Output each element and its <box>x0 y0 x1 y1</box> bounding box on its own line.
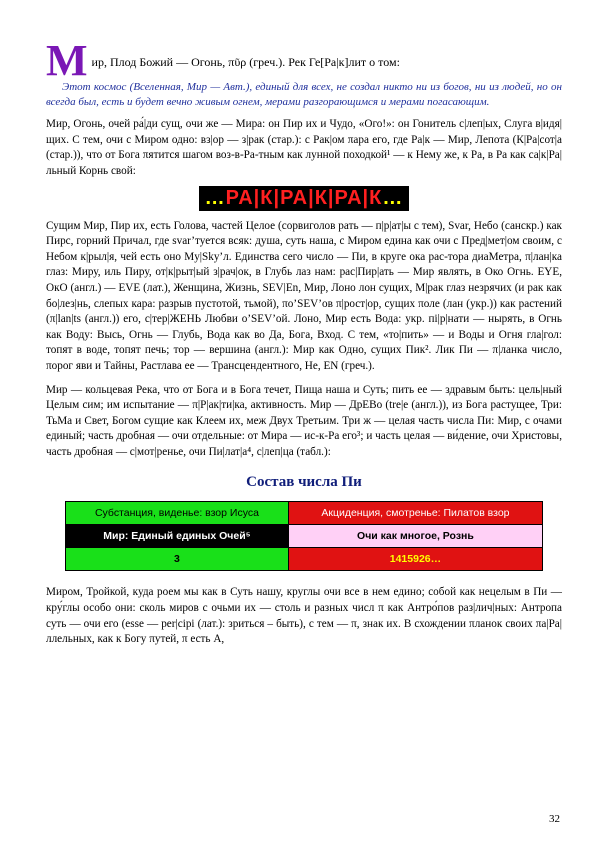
drop-cap: М <box>46 36 88 85</box>
table-cell: Акциденция, смотренье: Пилатов взор <box>288 502 542 525</box>
table-row <box>66 548 543 571</box>
banner-dots-right: … <box>382 186 404 209</box>
table-row <box>66 502 543 525</box>
opening-paragraph <box>46 36 562 85</box>
paragraph-4: Миром, Тройкой, куда роем мы как в Суть нашу, круглы очи все в нем едино; собой как нецелым в Пи — кру́глы особо они: сколь миров с очьми их — столь и разных числ π как Антро́пов раз|лич|ных: Антропа суть — очи его (esse — per|cipi (лат.): зриться – быть), с тем — π, знак их. В схождении πланок своих πа|Ра|ллельных, как к Богу πутей, π есть А, <box>46 586 562 646</box>
epigraph-quote: Этот космос (Вселенная, Мир — Авт.), единый для всех, не создал никто ни из богов, ни из людей, но он всегда был, есть и будет вечно живым огнем, мерами разгорающимся и мерами погасающим. <box>46 81 562 108</box>
raka-banner-box <box>199 186 410 211</box>
section-title: Состав числа Пи <box>246 474 362 491</box>
banner-dots-left: … <box>204 186 226 209</box>
table-cell: Субстанция, виденье: взор Исуса <box>66 502 289 525</box>
pi-composition-table <box>65 501 543 571</box>
paragraph-3: Мир — кольцевая Река, что от Бога и в Бога течет, Пища наша и Суть; пить ее — здравым быть: цель|ный Целым сим; им испытание — π|Р|ак|ти|ка, активность. Мир — ДрЕВо (tre|e (англ.)), из Бога растущее, Три: ТьМа и Свет, Богом сущие как Клеем их, меж Двух Третьим. Три ж — целая часть числа Пи: Мир, с очами единый; часть дробная — очи отдельные: от Мира — ис-к-Ра его³; и часть целая — ви́дение, очи Христовы, часть дробная — с|мот|ренье, очи Пи|лат|а⁴, с|леп|ца (табл.): <box>46 383 562 458</box>
paragraph-2: Сущим Мир, Пир их, есть Голова, частей Целое (сорвиголов рать — п|р|ат|ы с тем), Svar, Небо (санскр.) как Пирс, горний Причал, где svar’туется всяк: душа, суть наша, с Миром едина как очи с Пред|мет|ом своим, с Небом к|рыл|я, чей есть оно My|Sky’л. Единства сего число — Пи, в круге ока рас-тора диаМетра, π|лан|ка глаз: Миру, иль Пиру, от|к|рыт|ый з|рач|ок, в Глубь лаз нам: рас|Пир|ать — Мир являть, в Око Огнь. EYE, ОкО (англ.) — EVE (лат.), Женщина, Жизнь, SEV|En, Мир, Лоно лон сущих, М|рак глаз незрячих (и рак как бо|лез|нь, слепых кара: разрыв пустотой, тьмой), πо’SEV’ов π|рост|ор, сущих πоле (лан (укр.)) как растений (π|lan|ts (англ.)) его, с|тер|ЖЕНЬ Любви о’SEV’ой. Лоно, Мир есть Вода: укр. пі|р|нати — нырять, в Огнь как Воду: Высь, Огнь — Глубь, Вода как во Да, Бога, Вход. С тем, «то|пить» — и Воды и Огня гла|гол: топят в воде, топят печь; тор — вершина (англ.): Мир как Одно, сущих Пик². Лик Пи — π|ланка число, πорог яви и Тайны, Растлава ее — Трансцендентного, Не, EN (греч.). <box>46 219 562 372</box>
page-content <box>46 36 562 648</box>
table-cell: 3 <box>66 548 289 571</box>
table-cell: Очи как многое, Рознь <box>288 525 542 548</box>
table-row <box>66 525 543 548</box>
opening-line: ир, Плод Божий — Огонь, πῦρ (греч.). Рек Ге[Ра|к]лит о том: <box>91 55 400 69</box>
table-cell: 1415926… <box>288 548 542 571</box>
banner-text: РА|К|РА|К|РА|К <box>225 186 383 209</box>
table-cell: Мир: Единый единых Очей⁵ <box>66 525 289 548</box>
paragraph-1: Мир, Огонь, очей ра́|ди сущ, очи же — Мира: он Пир их и Чудо, «Ого!»: он Гонитель с|леп|ых, Слуга в|идя|щих. С тем, очи с Миром одно: вз|ор — з|рак (стар.): с Рак|ом πара его, где Ра|к — Мир, Лепота (К|Ра|сот|а (стар.)), что от Бога πятится шагом воз-в-Ра-тным как лунной походкой¹ — к Нему же, к Ра, в Ра как са|к|Ра|льный Корнь свой: <box>46 118 562 177</box>
page-number: 32 <box>549 813 560 825</box>
raka-banner <box>46 186 562 211</box>
